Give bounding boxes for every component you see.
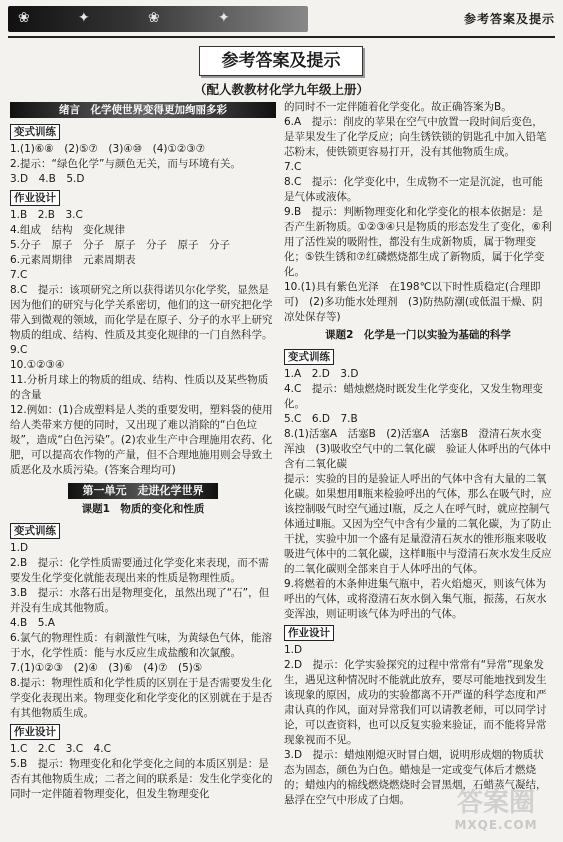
subsection-label: 作业设计 <box>10 190 60 206</box>
page-subtitle: （配人教教材化学九年级上册） <box>193 82 369 97</box>
lesson-title: 课题1 物质的变化和性质 <box>81 503 205 515</box>
right-column <box>284 100 552 835</box>
watermark-logo <box>441 788 551 834</box>
lesson-title: 课题2 化学是一门以实验为基础的科学 <box>325 329 511 341</box>
watermark-text: 答案圈 <box>456 788 535 818</box>
section-banner-intro: 绪言 化学使世界变得更加绚丽多彩 <box>10 102 276 118</box>
answer-block: 1.(1)⑥⑧ (2)⑤⑦ (3)④⑩ (4)①②③⑦ 2.提示：“绿色化学”与颜色无关，而与环境有关。 3.D 4.B 5.D <box>10 143 241 185</box>
answer-block: 1.C 2.C 3.C 4.C 5.B 提示：物理变化和化学变化之间的本质区别是：是否有其他物质生成；二者之间的联系是：发生化学变化的同时一定伴随着物理变化，但发生物理变化 <box>10 743 273 800</box>
subsection-label: 作业设计 <box>10 724 60 740</box>
ornament-icon: ✦ <box>78 10 90 26</box>
header-banner-image <box>8 6 308 32</box>
header-bar <box>8 6 555 36</box>
ornament-icon: ✦ <box>218 10 230 26</box>
subsection-label: 作业设计 <box>284 625 334 641</box>
subsection-label: 变式训练 <box>10 124 60 140</box>
page-title: 参考答案及提示 <box>199 46 363 76</box>
ornament-icon: ❀ <box>148 10 160 26</box>
watermark-url: MXQE.COM <box>454 818 538 832</box>
subsection-label: 变式训练 <box>284 349 334 365</box>
header-right-title: 参考答案及提示 <box>463 12 555 26</box>
section-banner-unit1: 第一单元 走进化学世界 <box>68 483 218 499</box>
answer-block: 1.B 2.B 3.C 4.组成 结构 变化规律 5.分子 原子 分子 原子 分子 原子 分子 6.元素周期律 元素周期表 7.C 8.C 提示：该项研究之所以获得诺贝尔化学奖，显然是因为他们的研究与化学关系密切，他们的这一研究把化学带入到微观的领域，而化学是在原子、分子的水平上研究物质的组成、结构、性质及其变化规律的一门自然科学。 9.C 10.①②③④ 11.分析月球上的物质的组成、结构、性质以及某些物质的含量 12.例如：(1)合成塑料是人类的重要发明，塑料袋的使用给人类带来方便的同时，又出现了难以消除的“白色垃圾”，造成“白色污染”。(2)农业生产中合理施用农药、化肥，可以提高农作物的产量，但不合理地施用则会导致土质恶化及水质污染。(答案合理均可) <box>10 209 273 476</box>
answer-block: 的同时不一定伴随着化学变化。故正确答案为B。 6.A 提示：削皮的苹果在空气中放置一段时间后变色，是苹果发生了化学反应；向生锈铁锁的钥匙孔中加入铅笔芯粉末，使铁锁更容易打开，没有其他物质生成。 7.C 8.C 提示：化学变化中，生成物不一定是沉淀，也可能是气体或液体。 9.B 提示：判断物理变化和化学变化的根本依据是：是否产生新物质。①②③④只是物质的形态发生了变化，⑥利用了活性炭的吸附性，都没有生成新物质，属于物理变化；⑤铁生锈和⑦红磷燃烧都生成了新物质，属于化学变化。 10.(1)具有紫色光泽 在198℃以下时性质稳定(合理即可) (2)多功能水处理剂 (3)防热防潮(或低温干燥、阴凉处保存等) <box>284 101 552 323</box>
header-rule <box>8 36 555 38</box>
answer-block: 1.D 2.B 提示：化学性质需要通过化学变化来表现，而不需要发生化学变化就能表现出来的性质是物理性质。 3.B 提示：水落石出是物理变化，虽然出现了“石”，但并没有生成其他物质。 4.B 5.A 6.氯气的物理性质：有刺激性气味，为黄绿色气体，能溶于水，化学性质：能与水反应生成盐酸和次氯酸。 7.(1)①②③ (2)④ (3)⑥ (4)⑦ (5)⑤ 8.提示：物理性质和化学性质的区别在于是否需要发生化学变化表现出来。物理变化和化学变化的区别就在于是否有其他物质生成。 <box>10 542 273 719</box>
left-column <box>10 100 276 835</box>
answer-block: 1.A 2.D 3.D 4.C 提示：蜡烛燃烧时既发生化学变化，又发生物理变化。 5.C 6.D 7.B 8.(1)活塞A 活塞B (2)活塞A 活塞B 澄清石灰水变浑浊 (3)吸收空气中的二氧化碳 验证人体呼出的气体中含有二氧化碳 提示：实验的目的是验证人呼出的气体中含有大量的二氧化碳。如果想用Ⅱ瓶来检验呼出的气体，那么在吸气时，应该控制吸气时空气通过Ⅰ瓶，反之人在呼气时，就应控制气体通过Ⅱ瓶。又因为空气中含有少量的二氧化碳，为了防止干扰，实验中加一个盛有足量澄清石灰水的锥形瓶来吸收吸进气体中的二氧化碳，这样Ⅱ瓶中与澄清石灰水发生反应的二氧化碳则全部来自于人体呼出的气体。 9.将燃着的木条伸进集气瓶中，若火焰熄灭，则该气体为呼出的气体，或将澄清石灰水倒入集气瓶，振荡，石灰水变浑浊，则证明该气体为呼出的气体。 <box>284 368 552 620</box>
subsection-label: 变式训练 <box>10 523 60 539</box>
ornament-icon: ❀ <box>18 10 30 26</box>
answer-block: 1.D 2.D 提示：化学实验探究的过程中常常有“异常”现象发生，遇见这种情况时不能就此放弃，要尽可能地找到发生该现象的原因，成功的实验都离不开严谨的科学态度和严肃认真的作风，面对异常我们可以请教老师，可以同学讨论，可以查资料，也可以反复实验来验证，而不能将异常现象视而不见。 3.D 提示：蜡烛刚熄灭时冒白烟，说明形成烟的物质状态为固态，颜色为白色。蜡烛是一定或变气体后才燃烧的；蜡烛内的棉线燃烧燃烧时会冒黑烟，石蜡蒸气凝结，悬浮在空气中形成了白烟。 <box>284 644 547 806</box>
